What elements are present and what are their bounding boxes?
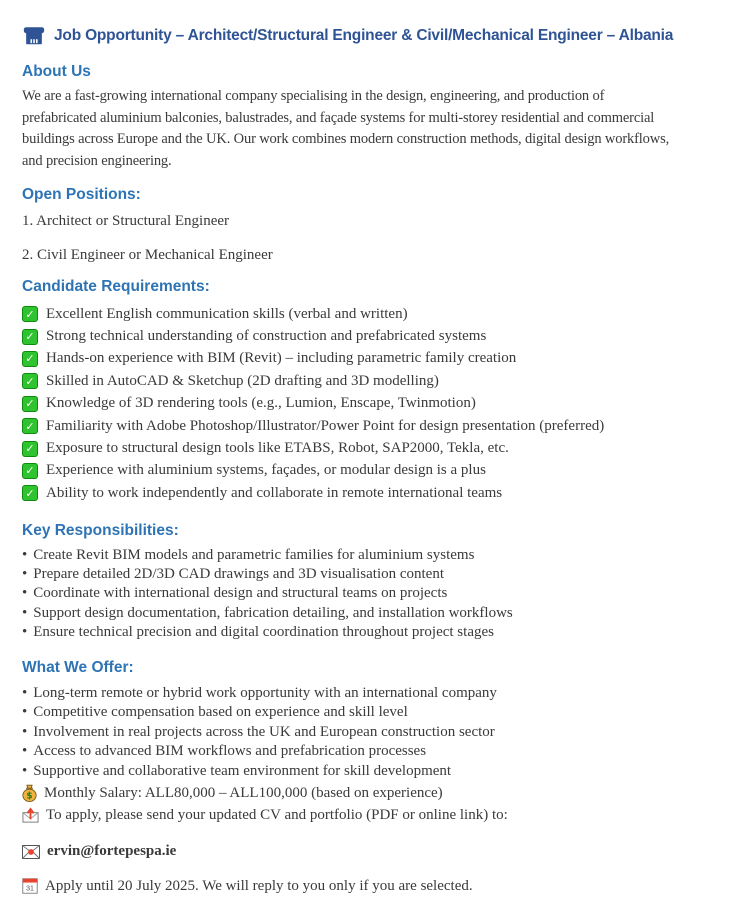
responsibility-item <box>22 546 727 565</box>
requirement-item <box>22 348 727 370</box>
bullet-icon: • <box>22 546 28 563</box>
position-item: 2. Civil Engineer or Mechanical Engineer <box>22 247 273 263</box>
check-icon: ✓ <box>22 418 38 434</box>
offer-item <box>22 762 727 782</box>
requirement-item <box>22 393 727 415</box>
bullet-icon: • <box>22 624 28 641</box>
contact-email: ervin@fortepespa.ie <box>47 843 177 860</box>
bullet-icon: • <box>22 704 28 721</box>
offer-text: Supportive and collaborative team environment for skill development <box>33 762 452 779</box>
bullet-icon: • <box>22 585 28 602</box>
bullet-icon: • <box>22 565 28 582</box>
requirement-text: Strong technical understanding of construction and prefabricated systems <box>46 328 487 345</box>
requirement-text: Experience with aluminium systems, façades, or modular design is a plus <box>46 462 486 479</box>
offer-text: Competitive compensation based on experience and skill level <box>33 704 408 721</box>
email-icon <box>22 845 40 859</box>
responsibility-text: Ensure technical precision and digital coordination throughout project stages <box>33 624 494 641</box>
section-heading-open-positions: Open Positions: <box>22 186 141 203</box>
bullet-icon: • <box>22 743 28 760</box>
building-icon <box>22 24 46 48</box>
about-paragraph-line: prefabricated aluminium balconies, balustrades, and façade systems for multi-storey residential and commercial <box>22 109 655 126</box>
svg-text:31: 31 <box>26 885 34 893</box>
requirements-list <box>22 303 727 505</box>
responsibility-text: Create Revit BIM models and parametric families for aluminium systems <box>33 546 475 563</box>
responsibility-item <box>22 565 727 584</box>
check-icon: ✓ <box>22 396 38 412</box>
requirement-text: Ability to work independently and collaborate in remote international teams <box>46 484 503 501</box>
about-paragraph-line: and precision engineering. <box>22 152 172 169</box>
requirement-text: Skilled in AutoCAD & Sketchup (2D drafting and 3D modelling) <box>46 372 439 389</box>
salary-text: Monthly Salary: ALL80,000 – ALL100,000 (based on experience) <box>44 784 443 801</box>
deadline-text: Apply until 20 July 2025. We will reply to you only if you are selected. <box>45 877 473 894</box>
section-heading-key-responsibilities: Key Responsibilities: <box>22 521 179 539</box>
offer-item <box>22 742 727 762</box>
responsibilities-list <box>22 546 727 643</box>
responsibility-text: Coordinate with international design and structural teams on projects <box>33 585 448 602</box>
check-icon: ✓ <box>22 306 38 322</box>
calendar-icon <box>22 878 38 894</box>
offer-text: Involvement in real projects across the UK and European construction sector <box>33 723 495 740</box>
outbox-send-icon <box>22 807 39 824</box>
page-title-row <box>22 24 727 48</box>
open-positions-list <box>22 211 727 265</box>
apply-instruction-row <box>22 804 727 826</box>
requirement-text: Hands-on experience with BIM (Revit) – including parametric family creation <box>46 350 517 367</box>
check-icon: ✓ <box>22 329 38 345</box>
requirement-item <box>22 415 727 437</box>
offer-text: Access to advanced BIM workflows and prefabrication processes <box>33 743 427 760</box>
about-paragraph-line: We are a fast-growing international company specialising in the design, engineering, and production of <box>22 88 605 104</box>
bullet-icon: • <box>22 604 28 621</box>
section-heading-about-us: About Us <box>22 63 91 80</box>
requirement-text: Knowledge of 3D rendering tools (e.g., Lumion, Enscape, Twinmotion) <box>46 395 476 412</box>
requirement-text: Familiarity with Adobe Photoshop/Illustrator/Power Point for design presentation (preferred) <box>46 417 605 434</box>
salary-row <box>22 782 727 804</box>
money-bag-icon <box>22 784 37 802</box>
section-heading-candidate-requirements: Candidate Requirements: <box>22 278 210 295</box>
requirement-text: Exposure to structural design tools like ETABS, Robot, SAP2000, Tekla, etc. <box>46 440 509 457</box>
responsibility-item <box>22 604 727 623</box>
check-icon: ✓ <box>22 373 38 389</box>
about-paragraph <box>22 86 727 172</box>
check-icon: ✓ <box>22 463 38 479</box>
requirement-text: Excellent English communication skills (verbal and written) <box>46 305 408 322</box>
offer-item <box>22 723 727 743</box>
check-icon: ✓ <box>22 485 38 501</box>
about-paragraph-line: buildings across Europe and the UK. Our work combines modern construction methods, digital design workflows, <box>22 131 670 147</box>
bullet-icon: • <box>22 723 28 740</box>
responsibility-text: Prepare detailed 2D/3D CAD drawings and 3D visualisation content <box>33 565 445 582</box>
offer-item <box>22 684 727 704</box>
position-item: 1. Architect or Structural Engineer <box>22 213 230 229</box>
requirement-item <box>22 437 727 459</box>
svg-text:$: $ <box>26 791 33 802</box>
responsibility-text: Support design documentation, fabrication detailing, and installation workflows <box>33 604 513 621</box>
check-icon: ✓ <box>22 351 38 367</box>
page-title: Job Opportunity – Architect/Structural Engineer & Civil/Mechanical Engineer – Albania <box>54 27 674 44</box>
offer-item <box>22 703 727 723</box>
check-icon: ✓ <box>22 441 38 457</box>
requirement-item <box>22 460 727 482</box>
contact-email-row <box>22 840 727 862</box>
requirement-item <box>22 303 727 325</box>
bullet-icon: • <box>22 762 28 779</box>
bullet-icon: • <box>22 684 28 701</box>
offer-text: Long-term remote or hybrid work opportunity with an international company <box>33 684 497 701</box>
requirement-item <box>22 482 727 504</box>
responsibility-item <box>22 584 727 603</box>
apply-instruction-text: To apply, please send your updated CV and portfolio (PDF or online link) to: <box>46 806 508 823</box>
section-heading-what-we-offer: What We Offer: <box>22 658 134 676</box>
deadline-row <box>22 875 727 897</box>
offer-list <box>22 684 727 782</box>
requirement-item <box>22 370 727 392</box>
requirement-item <box>22 325 727 347</box>
responsibility-item <box>22 623 727 642</box>
